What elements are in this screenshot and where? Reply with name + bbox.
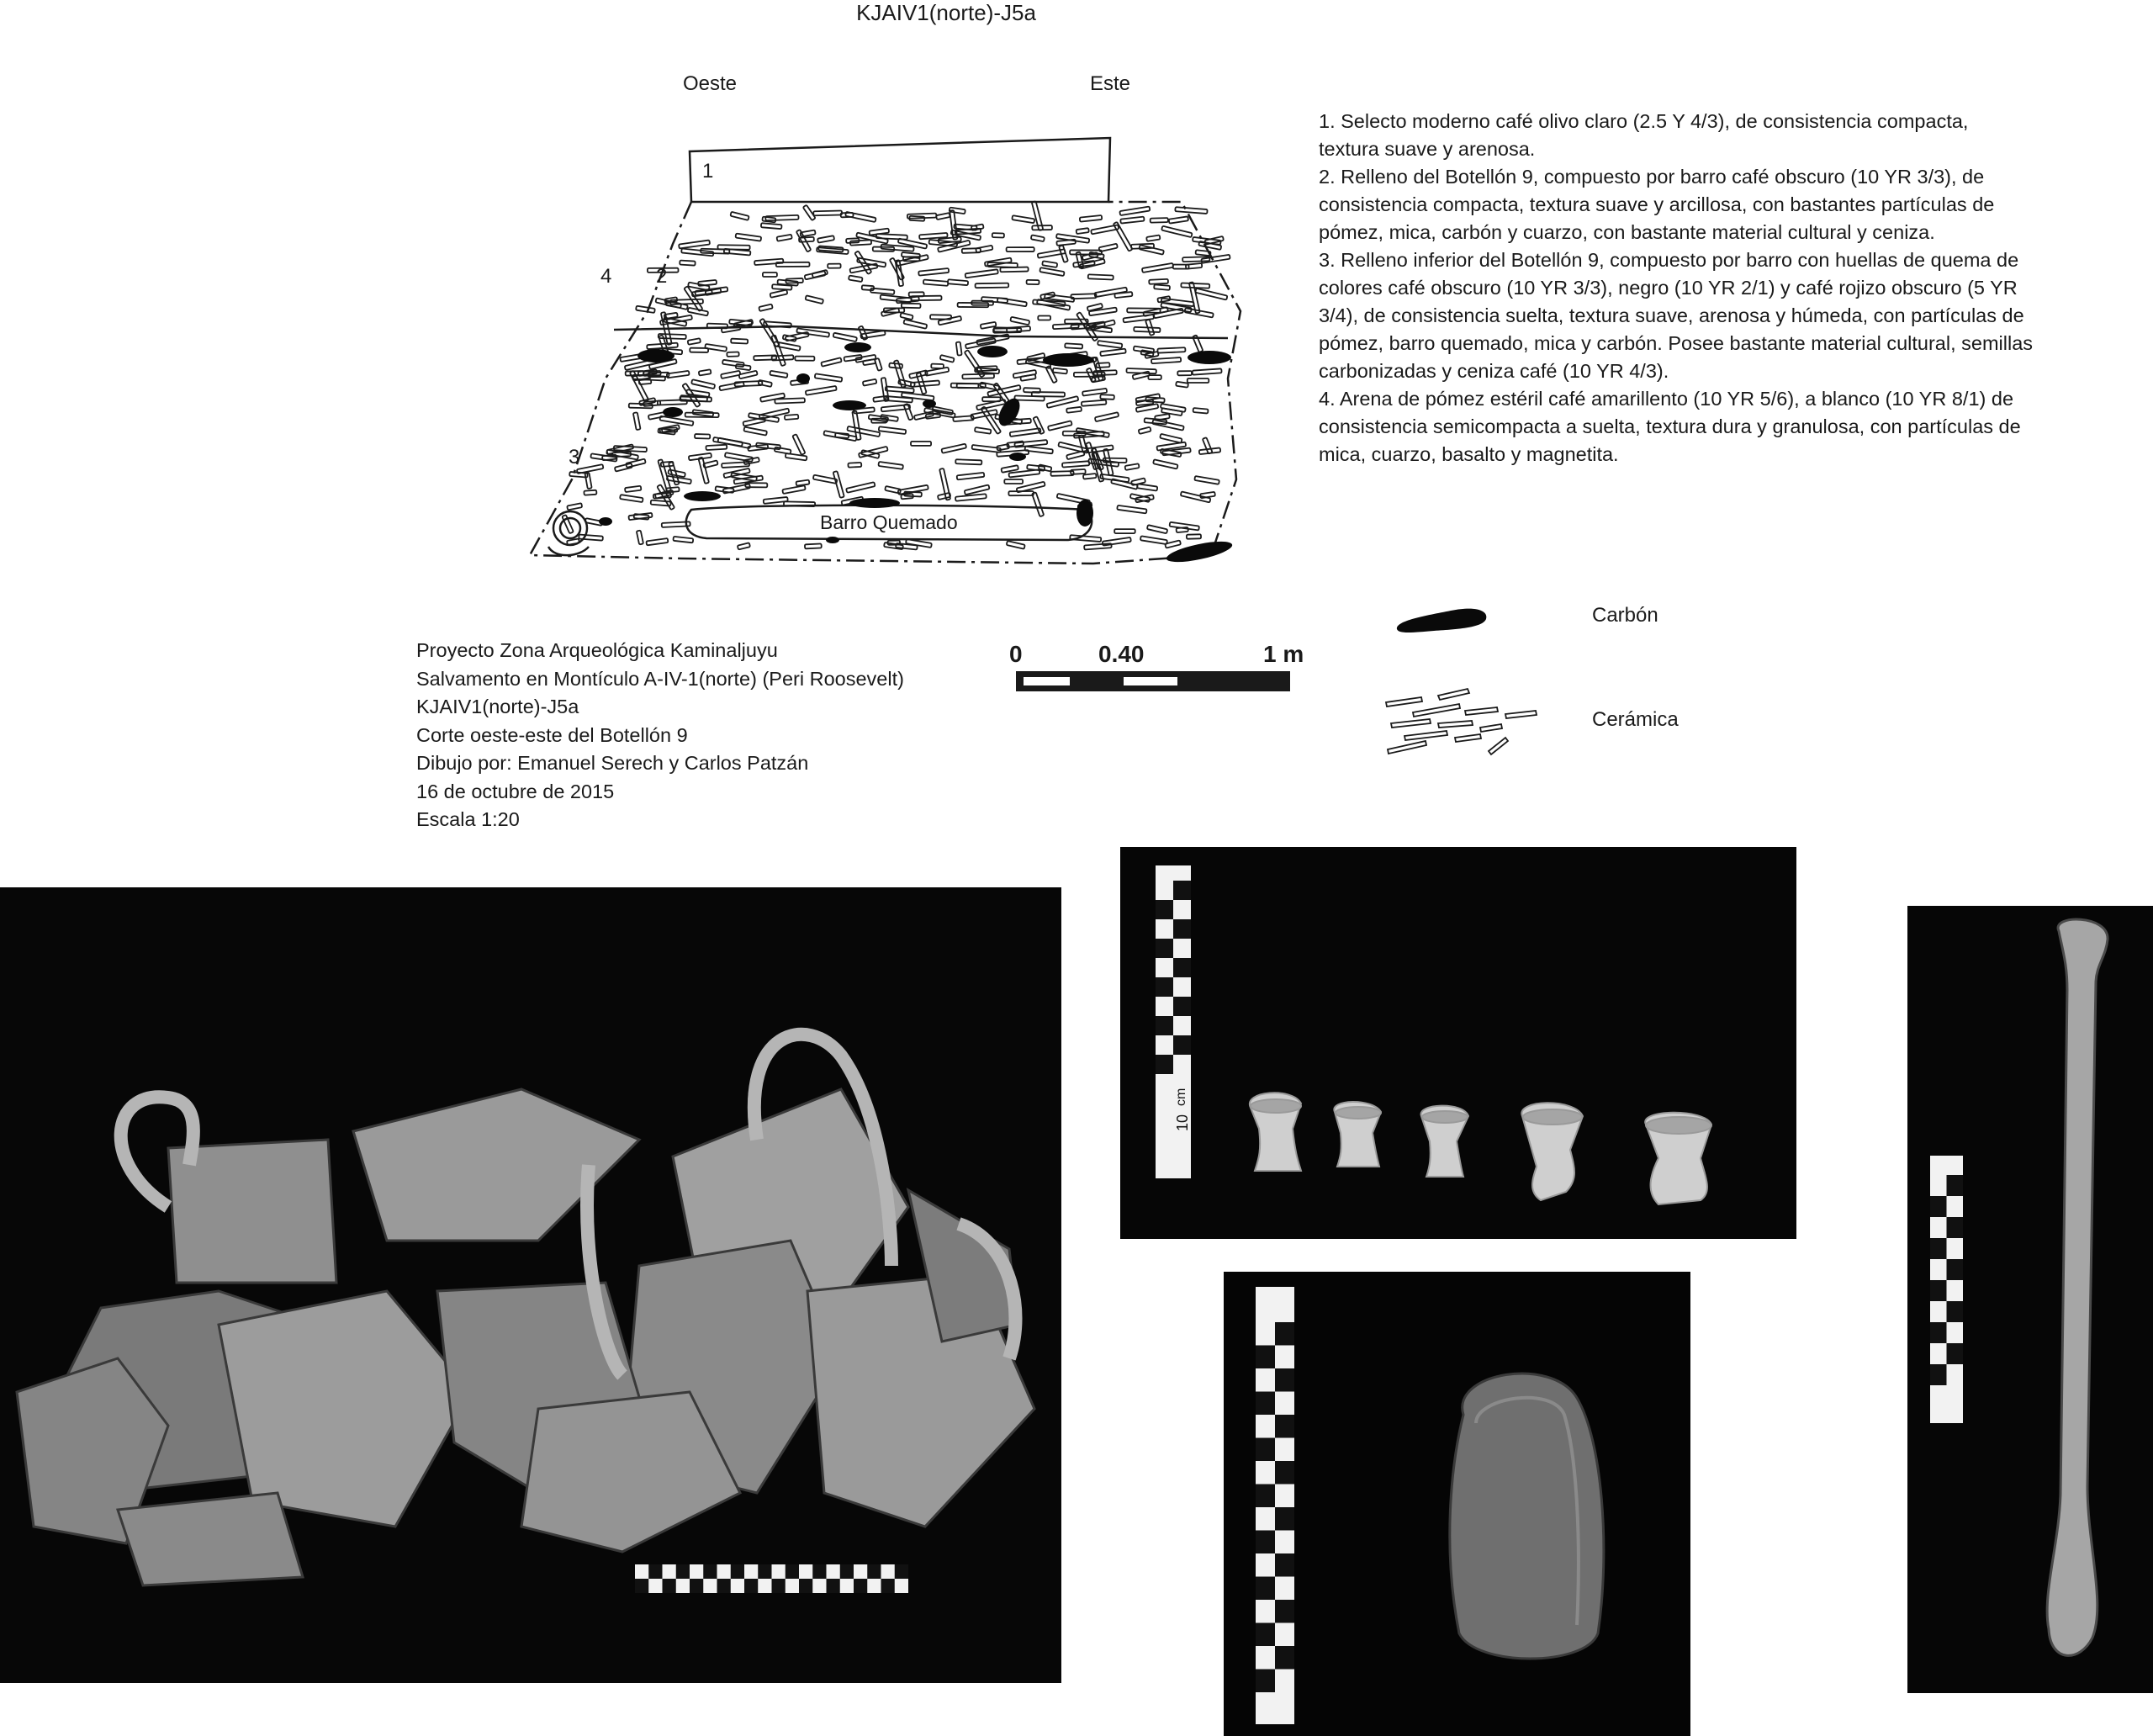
page-title: KJAIV1(norte)-J5a <box>856 0 1036 25</box>
charcoal-key-symbol <box>1392 599 1493 641</box>
charcoal-key-label: Carbón <box>1592 604 1658 627</box>
info-line-3: KJAIV1(norte)-J5a <box>416 696 579 717</box>
layer-description-1: 1. Selecto moderno café olivo claro (2.5 Y 4/3), de consistencia compacta, textura suave y arenosa. <box>1319 110 1969 160</box>
east-label: Este <box>1090 72 1131 95</box>
scale-label-1m: 1 m <box>1263 641 1304 667</box>
photo-ground-stone <box>1224 1272 1690 1736</box>
photo-ceramic-sherds <box>0 887 1061 1683</box>
photo-small-cups <box>1120 847 1796 1239</box>
info-line-4: Corte oeste-este del Botellón 9 <box>416 723 688 746</box>
info-line-1: Proyecto Zona Arqueológica Kaminaljuyu <box>416 639 778 661</box>
layer-number-1: 1 <box>702 160 714 183</box>
photo-cups-ruler-tick-label: 10 <box>1174 1114 1191 1131</box>
info-line-5: Dibujo por: Emanuel Serech y Carlos Patzán <box>416 752 809 774</box>
layer-description-3: 3. Relleno inferior del Botellón 9, compuesto por barro con huellas de quema de colores café obscuro (10 YR 3/3), negro (10 YR 2/1) y café rojizo obscuro (5 YR 3/4), de consistencia suelta, textura suave, arenosa y húmeda, con partículas de pómez, barro quemado, mica y carbón. Posee bastante material cultural, semillas carbonizadas y ceniza café (10 YR 4/3). <box>1319 249 2034 382</box>
photo-long-bone <box>1907 906 2153 1693</box>
info-line-6: 16 de octubre de 2015 <box>416 780 615 802</box>
scale-label-0: 0 <box>1009 641 1023 667</box>
burned-clay-label: Barro Quemado <box>820 511 958 533</box>
layer-number-3: 3 <box>569 446 580 468</box>
scale-label-040: 0.40 <box>1098 641 1145 667</box>
ceramic-sherd-pattern <box>562 201 1230 549</box>
photo-cups-ruler-unit-label: cm <box>1174 1088 1188 1106</box>
layer-description-4: 4. Arena de pómez estéril café amarillento (10 YR 5/6), a blanco (10 YR 8/1) de consistencia semicompacta a suelta, textura dura y granulosa, con partículas de mica, cuarzo, basalto y magnetita. <box>1319 388 2021 465</box>
scale-bar <box>1016 671 1290 693</box>
project-info-block <box>416 637 904 834</box>
layer-number-4: 4 <box>600 265 612 288</box>
ceramic-key-label: Cerámica <box>1592 708 1679 731</box>
west-label: Oeste <box>683 72 738 95</box>
ceramic-key-symbol <box>1379 685 1539 761</box>
info-line-7: Escala 1:20 <box>416 808 520 830</box>
layer-descriptions <box>1319 108 2034 468</box>
layer-number-2: 2 <box>656 265 668 288</box>
layer-description-2: 2. Relleno del Botellón 9, compuesto por barro café obscuro (10 YR 3/3), de consistencia compacta, textura suave y arcillosa, con bastantes partículas de pómez, mica, carbón y cuarzo, con bastante material cultural y ceniza. <box>1319 166 1995 243</box>
info-line-2: Salvamento en Montículo A-IV-1(norte) (Peri Roosevelt) <box>416 667 904 690</box>
